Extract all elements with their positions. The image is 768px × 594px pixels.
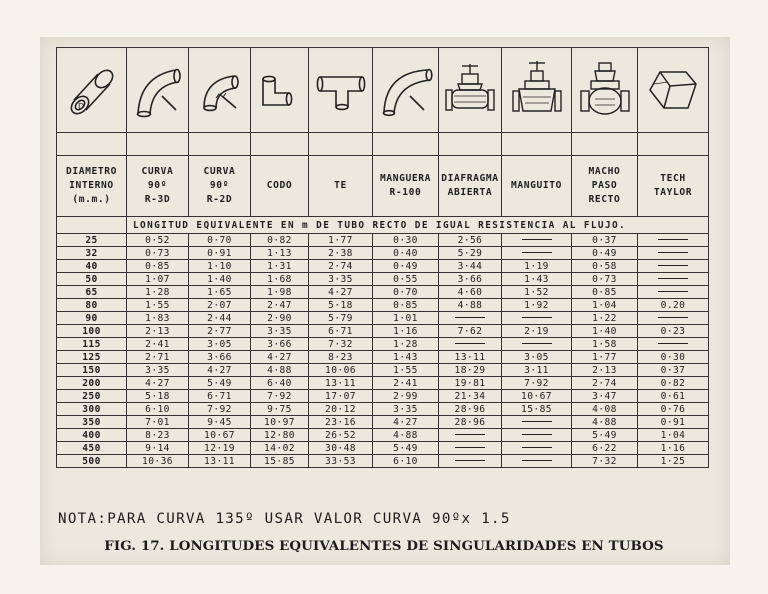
length-cell: 3·05 (189, 338, 251, 351)
length-cell: 1·07 (127, 273, 189, 286)
length-cell: 4·88 (373, 429, 439, 442)
equivalent-length-banner: LONGITUD EQUIVALENTE EN m DE TUBO RECTO DE IGUAL RESISTENCIA AL FLUJO. (127, 217, 709, 234)
length-cell: 1·40 (572, 325, 638, 338)
dash-mark (522, 252, 552, 253)
length-cell: 10·67 (502, 390, 572, 403)
length-cell: 0·76 (638, 403, 709, 416)
diameter-cell: 300 (57, 403, 127, 416)
length-cell: 23·16 (309, 416, 373, 429)
length-cell: 9·75 (251, 403, 309, 416)
length-cell: 3·11 (502, 364, 572, 377)
length-cell: 1·52 (502, 286, 572, 299)
column-header-line: 90º (209, 180, 230, 191)
length-cell: 0·85 (572, 286, 638, 299)
diameter-cell: 125 (57, 351, 127, 364)
length-cell: 7·92 (251, 390, 309, 403)
column-header-line: DIAFRAGMA (441, 173, 499, 184)
length-cell: 0·73 (127, 247, 189, 260)
column-header (251, 156, 309, 217)
diameter-cell: 500 (57, 455, 127, 468)
table-row (57, 273, 709, 286)
length-cell: 0·73 (572, 273, 638, 286)
length-cell: 3·47 (572, 390, 638, 403)
diameter-cell: 350 (57, 416, 127, 429)
length-cell: 10·67 (189, 429, 251, 442)
length-cell: 8·23 (127, 429, 189, 442)
length-cell: 3·66 (251, 338, 309, 351)
column-header-line: PASO (591, 180, 618, 191)
bend-90-r3d-icon (127, 48, 189, 133)
length-cell: 1·22 (572, 312, 638, 325)
dash-mark (522, 239, 552, 240)
empty-value-cell (638, 260, 709, 273)
length-cell: 13·11 (439, 351, 502, 364)
dash-mark (522, 317, 552, 318)
table-row (57, 351, 709, 364)
length-cell: 3·35 (373, 403, 439, 416)
column-header (57, 156, 127, 217)
diameter-cell: 150 (57, 364, 127, 377)
length-cell: 1·77 (309, 234, 373, 247)
length-cell: 4·88 (251, 364, 309, 377)
length-cell: 8·23 (309, 351, 373, 364)
column-header-line: INTERNO (69, 180, 114, 191)
column-header (572, 156, 638, 217)
length-cell: 1·16 (373, 325, 439, 338)
table-row (57, 442, 709, 455)
length-cell: 1·40 (189, 273, 251, 286)
diameter-cell: 200 (57, 377, 127, 390)
dash-mark (658, 252, 688, 253)
length-cell: 3·44 (439, 260, 502, 273)
dash-mark (455, 434, 485, 435)
table-row (57, 286, 709, 299)
length-cell: 2·56 (439, 234, 502, 247)
fitting-icons-row (57, 48, 709, 133)
table-row (57, 403, 709, 416)
length-cell: 9·45 (189, 416, 251, 429)
empty-value-cell (638, 338, 709, 351)
column-header (127, 156, 189, 217)
column-header (189, 156, 251, 217)
equivalent-length-table (56, 47, 709, 468)
length-cell: 0·82 (251, 234, 309, 247)
length-cell: 0·91 (189, 247, 251, 260)
length-cell: 2·19 (502, 325, 572, 338)
length-cell: 0·30 (638, 351, 709, 364)
length-cell: 1·28 (373, 338, 439, 351)
length-cell: 5·18 (127, 390, 189, 403)
empty-value-cell (439, 442, 502, 455)
dash-mark (455, 343, 485, 344)
empty-value-cell (502, 338, 572, 351)
length-cell: 4·60 (439, 286, 502, 299)
table-row (57, 325, 709, 338)
length-cell: 3·05 (502, 351, 572, 364)
length-cell: 21·34 (439, 390, 502, 403)
length-cell: 7·62 (439, 325, 502, 338)
length-cell: 10·36 (127, 455, 189, 468)
column-headers-row (57, 156, 709, 217)
column-header-line: ABIERTA (447, 187, 493, 198)
column-header-line: TECH (660, 173, 686, 184)
empty-value-cell (638, 234, 709, 247)
empty-value-cell (439, 312, 502, 325)
length-cell: 4·27 (309, 286, 373, 299)
length-cell: 0·58 (572, 260, 638, 273)
length-cell: 0·52 (127, 234, 189, 247)
column-header-line: CODO (266, 180, 293, 191)
diameter-cell: 65 (57, 286, 127, 299)
column-header (309, 156, 373, 217)
length-cell: 2·13 (127, 325, 189, 338)
dash-mark (658, 291, 688, 292)
length-cell: 4·27 (189, 364, 251, 377)
length-cell: 1·19 (502, 260, 572, 273)
dash-mark (455, 460, 485, 461)
dash-mark (522, 460, 552, 461)
length-cell: 1·98 (251, 286, 309, 299)
empty-value-cell (502, 442, 572, 455)
length-cell: 6·10 (373, 455, 439, 468)
table-row (57, 247, 709, 260)
length-cell: 3·66 (189, 351, 251, 364)
column-header (439, 156, 502, 217)
dash-mark (522, 343, 552, 344)
empty-value-cell (638, 273, 709, 286)
length-cell: 0·49 (572, 247, 638, 260)
diameter-cell: 100 (57, 325, 127, 338)
length-cell: 5·49 (572, 429, 638, 442)
length-cell: 28·96 (439, 416, 502, 429)
length-cell: 0·37 (638, 364, 709, 377)
length-cell: 30·48 (309, 442, 373, 455)
blank-row (57, 133, 709, 156)
length-cell: 1·25 (638, 455, 709, 468)
dash-mark (658, 265, 688, 266)
length-cell: 6·10 (127, 403, 189, 416)
diameter-cell: 80 (57, 299, 127, 312)
length-cell: 2·77 (189, 325, 251, 338)
length-cell: 4·27 (127, 377, 189, 390)
sleeve-valve-icon (502, 48, 572, 133)
dash-mark (658, 317, 688, 318)
column-header-line: CURVA (141, 166, 174, 177)
length-cell: 0·91 (638, 416, 709, 429)
length-cell: 4·08 (572, 403, 638, 416)
empty-value-cell (502, 416, 572, 429)
length-cell: 0·70 (373, 286, 439, 299)
elbow-icon (251, 48, 309, 133)
svg-text:D: D (77, 102, 84, 111)
diaphragm-valve-icon (439, 48, 502, 133)
length-cell: 3·66 (439, 273, 502, 286)
column-header-line: RECTO (588, 194, 621, 205)
dash-mark (522, 447, 552, 448)
length-cell: 9·14 (127, 442, 189, 455)
length-cell: 1·31 (251, 260, 309, 273)
length-cell: 2·41 (373, 377, 439, 390)
column-header-line: 90º (147, 180, 168, 191)
length-cell: 14·02 (251, 442, 309, 455)
length-cell: 3·35 (309, 273, 373, 286)
plug-valve-icon (572, 48, 638, 133)
length-cell: 2·90 (251, 312, 309, 325)
dash-mark (455, 317, 485, 318)
length-cell: 4·88 (439, 299, 502, 312)
length-cell: 5·18 (309, 299, 373, 312)
diameter-cell: 400 (57, 429, 127, 442)
length-cell: 2·38 (309, 247, 373, 260)
dash-mark (455, 447, 485, 448)
length-cell: 0·30 (373, 234, 439, 247)
length-cell: 1·10 (189, 260, 251, 273)
length-cell: 5·49 (373, 442, 439, 455)
dash-mark (658, 239, 688, 240)
diameter-cell: 40 (57, 260, 127, 273)
table-row (57, 429, 709, 442)
length-cell: 5·29 (439, 247, 502, 260)
column-header (373, 156, 439, 217)
length-cell: 1·68 (251, 273, 309, 286)
empty-value-cell (439, 455, 502, 468)
length-cell: 4·27 (373, 416, 439, 429)
diameter-cell: 32 (57, 247, 127, 260)
length-cell: 2·74 (572, 377, 638, 390)
length-cell: 17·07 (309, 390, 373, 403)
diameter-cell: 50 (57, 273, 127, 286)
length-cell: 15·85 (251, 455, 309, 468)
column-header-line: TE (334, 180, 347, 191)
length-cell: 0·85 (127, 260, 189, 273)
pipe-section-icon (57, 48, 127, 133)
length-cell: 1·55 (127, 299, 189, 312)
length-cell: 2·07 (189, 299, 251, 312)
length-cell: 5·79 (309, 312, 373, 325)
length-cell: 1·55 (373, 364, 439, 377)
length-cell: 7·32 (572, 455, 638, 468)
column-header (502, 156, 572, 217)
empty-value-cell (638, 286, 709, 299)
length-cell: 7·92 (189, 403, 251, 416)
column-header-line: MACHO (588, 166, 621, 177)
table-row (57, 234, 709, 247)
length-cell: 10·06 (309, 364, 373, 377)
dash-mark (522, 434, 552, 435)
empty-value-cell (502, 429, 572, 442)
length-cell: 1·28 (127, 286, 189, 299)
length-cell: 13·11 (309, 377, 373, 390)
tee-icon (309, 48, 373, 133)
length-cell: 19·81 (439, 377, 502, 390)
dash-mark (522, 421, 552, 422)
length-cell: 2·47 (251, 299, 309, 312)
column-header (638, 156, 709, 217)
length-cell: 10·97 (251, 416, 309, 429)
table-row (57, 455, 709, 468)
length-cell: 0·23 (638, 325, 709, 338)
tech-taylor-icon (638, 48, 709, 133)
column-header-line: R-2D (206, 194, 233, 205)
figure-caption: FIG. 17. LONGITUDES EQUIVALENTES DE SINGULARIDADES EN TUBOS (104, 538, 664, 554)
diameter-cell: 25 (57, 234, 127, 247)
length-cell: 0·37 (572, 234, 638, 247)
length-cell: 20·12 (309, 403, 373, 416)
table-row (57, 390, 709, 403)
column-header-line: CURVA (203, 166, 236, 177)
length-cell: 6·71 (189, 390, 251, 403)
dash-mark (658, 278, 688, 279)
diameter-cell: 250 (57, 390, 127, 403)
length-cell: 0.20 (638, 299, 709, 312)
length-cell: 1·83 (127, 312, 189, 325)
empty-value-cell (502, 455, 572, 468)
length-cell: 12·80 (251, 429, 309, 442)
length-cell: 1·04 (572, 299, 638, 312)
banner-row (57, 217, 709, 234)
diameter-cell: 90 (57, 312, 127, 325)
length-cell: 5·49 (189, 377, 251, 390)
length-cell: 3·35 (251, 325, 309, 338)
length-cell: 1·01 (373, 312, 439, 325)
length-cell: 0·70 (189, 234, 251, 247)
length-cell: 2·13 (572, 364, 638, 377)
hose-icon (373, 48, 439, 133)
length-cell: 7·01 (127, 416, 189, 429)
length-cell: 26·52 (309, 429, 373, 442)
length-cell: 2·74 (309, 260, 373, 273)
length-cell: 1·13 (251, 247, 309, 260)
empty-value-cell (439, 429, 502, 442)
length-cell: 33·53 (309, 455, 373, 468)
table-row (57, 312, 709, 325)
empty-value-cell (502, 247, 572, 260)
length-cell: 28·96 (439, 403, 502, 416)
table-row (57, 377, 709, 390)
length-cell: 13·11 (189, 455, 251, 468)
length-cell: 0·55 (373, 273, 439, 286)
column-header-line: MANGUITO (510, 180, 562, 191)
column-header-line: R-100 (389, 187, 422, 198)
length-cell: 2·71 (127, 351, 189, 364)
length-cell: 3·35 (127, 364, 189, 377)
column-header-line: DIAMETRO (65, 166, 117, 177)
dash-mark (658, 343, 688, 344)
length-cell: 6·40 (251, 377, 309, 390)
length-cell: 18·29 (439, 364, 502, 377)
length-cell: 12·19 (189, 442, 251, 455)
length-cell: 0·82 (638, 377, 709, 390)
length-cell: 2·99 (373, 390, 439, 403)
length-cell: 2·44 (189, 312, 251, 325)
length-cell: 6·71 (309, 325, 373, 338)
column-header-line: R-3D (144, 194, 171, 205)
empty-value-cell (502, 234, 572, 247)
length-cell: 6·22 (572, 442, 638, 455)
length-cell: 7·32 (309, 338, 373, 351)
length-cell: 0·40 (373, 247, 439, 260)
length-cell: 1·58 (572, 338, 638, 351)
length-cell: 1·16 (638, 442, 709, 455)
length-cell: 4·88 (572, 416, 638, 429)
empty-value-cell (638, 247, 709, 260)
length-cell: 1·43 (502, 273, 572, 286)
table-row (57, 338, 709, 351)
length-cell: 1·04 (638, 429, 709, 442)
length-cell: 7·92 (502, 377, 572, 390)
length-cell: 1·65 (189, 286, 251, 299)
length-cell: 4·27 (251, 351, 309, 364)
length-cell: 15·85 (502, 403, 572, 416)
empty-value-cell (638, 312, 709, 325)
column-header-line: MANGUERA (379, 173, 431, 184)
length-cell: 0·85 (373, 299, 439, 312)
column-header-line: (m.m.) (72, 194, 111, 205)
table-row (57, 364, 709, 377)
length-cell: 0·61 (638, 390, 709, 403)
empty-value-cell (439, 338, 502, 351)
table-row (57, 416, 709, 429)
diameter-cell: 450 (57, 442, 127, 455)
diameter-cell: 115 (57, 338, 127, 351)
length-cell: 1·43 (373, 351, 439, 364)
empty-value-cell (502, 312, 572, 325)
table-row (57, 299, 709, 312)
column-header-line: TAYLOR (653, 187, 693, 198)
length-cell: 1·77 (572, 351, 638, 364)
length-cell: 0·49 (373, 260, 439, 273)
table-row (57, 260, 709, 273)
length-cell: 2·41 (127, 338, 189, 351)
length-cell: 1·92 (502, 299, 572, 312)
bend-90-r2d-icon (189, 48, 251, 133)
note-text: NOTA:PARA CURVA 135º USAR VALOR CURVA 90ºx 1.5 (58, 511, 511, 527)
